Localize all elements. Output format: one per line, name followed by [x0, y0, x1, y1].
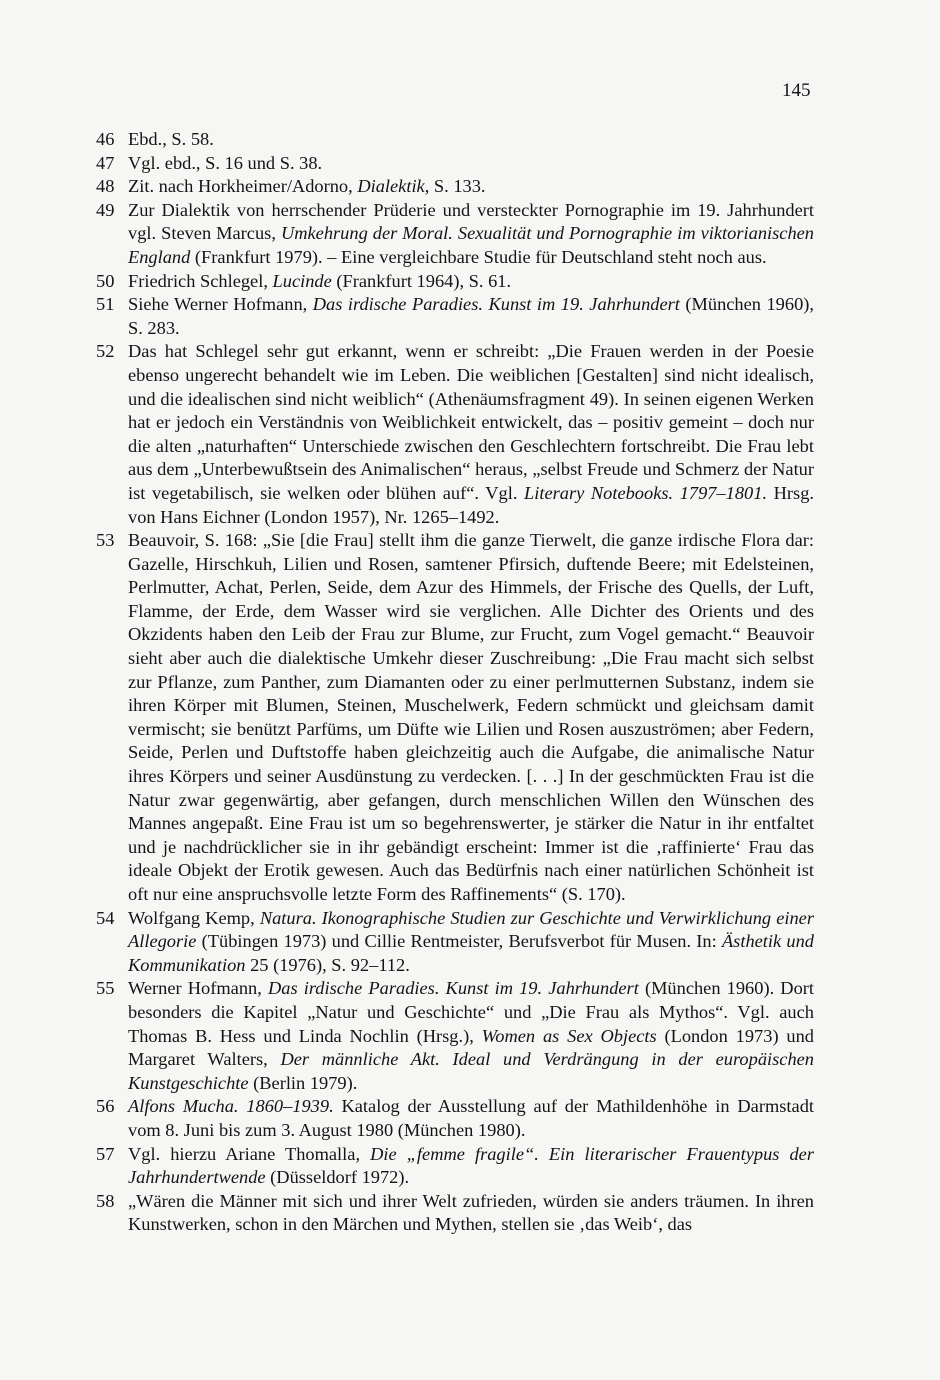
footnote-text-segment: Zur Dialektik von herrschender Prüderie und versteckter Pornographie im 19. Jahrhundert vgl. Steven Marcus, — [128, 199, 814, 244]
footnote-58 — [96, 1190, 814, 1237]
footnote-57 — [96, 1143, 814, 1190]
footnote-number: 57 — [96, 1143, 115, 1164]
footnote-text-segment: „Wären die Männer mit sich und ihrer Welt zufrieden, würden sie anders träumen. In ihren Kunstwerken, schon in den Märchen und Mythen, stellen sie ‚das Weib‘, das — [128, 1190, 814, 1235]
footnote-56 — [96, 1095, 814, 1142]
footnote-55 — [96, 977, 814, 1095]
footnote-text — [128, 1190, 814, 1237]
footnote-italic-title: Dialektik — [357, 176, 425, 197]
footnote-italic-title: Der männliche Akt. Ideal und Verdrängung in der europäischen Kunstgeschichte — [128, 1049, 814, 1093]
footnote-text-segment: (Tübingen 1973) und Cillie Rentmeister, Berufsverbot für Musen. In: — [196, 931, 722, 952]
footnote-text — [128, 1095, 814, 1142]
footnote-text-segment: Friedrich Schlegel, — [128, 270, 273, 291]
footnote-text — [128, 199, 814, 270]
footnote-number: 47 — [96, 152, 115, 173]
footnote-italic-title: Die „femme fragile“. Ein literarischer Frauentypus der Jahrhundertwende — [128, 1143, 814, 1188]
footnote-52 — [96, 340, 814, 529]
footnote-italic-title: Natura. Ikonographische Studien zur Geschichte und Verwirklichung einer Allegorie — [128, 907, 814, 952]
footnote-italic-title: Lucinde — [272, 270, 332, 291]
footnote-italic-title: Ästhetik und Kommunikation — [128, 931, 814, 975]
footnote-46 — [96, 128, 814, 152]
footnote-53 — [96, 529, 814, 907]
footnote-text-segment: (Frankfurt 1979). – Eine vergleichbare Studie für Deutschland steht noch aus. — [190, 246, 767, 267]
footnote-text — [128, 529, 814, 907]
footnote-italic-title: Umkehrung der Moral. Sexualität und Pornographie im viktorianischen England — [128, 223, 814, 267]
footnote-text-segment: (Düsseldorf 1972). — [265, 1167, 410, 1188]
footnote-48 — [96, 175, 814, 199]
footnote-number: 58 — [96, 1190, 115, 1211]
footnote-text-segment: (London 1973) und Margaret Walters, — [128, 1025, 814, 1070]
footnote-text-segment: (Frankfurt 1964), S. 61. — [331, 270, 512, 291]
footnote-text-segment: Vgl. hierzu Ariane Thomalla, — [128, 1143, 371, 1164]
footnote-text — [128, 977, 814, 1095]
footnote-text-segment: Hrsg. von Hans Eichner (London 1957), Nr. 1265–1492. — [128, 482, 814, 527]
footnotes-list — [96, 128, 814, 1237]
footnote-text — [128, 293, 814, 340]
footnote-text-segment: Beauvoir, S. 168: „Sie [die Frau] stellt ihm die ganze Tierwelt, die ganze irdische Flora dar: Gazelle, Hirschkuh, Lilien und Rosen, samtener Pfirsich, duftende Beere; mit Edelsteinen, Perlmutter, Achat, Perlen, Seide, dem Azur des Himmels, der Frische des Quells, der Luft, Flamme, der Erde, dem Wasser wird sie verglichen. Alle Dichter des Orients und des Okzidents haben den Leib der Frau zur Blume, zur Frucht, zum Vogel gemacht.“ Beauvoir sieht aber auch die dialektische Umkehr dieser Zuschreibung: „Die Frau macht sich selbst zur Pflanze, zum Panther, zum Diamanten oder zu einer perlmutternen Substanz, indem sie ihren Körper mit Blumen, Steinen, Muschelwerk, Federn schmückt und gleichsam damit vermischt; sie benützt Parfüms, um Düfte wie Lilien und Rosen auszuströmen; aber Federn, Seide, Perlen und Duftstoffe haben gleichzeitig auch die Aufgabe, die animalische Natur ihres Körpers und seiner Ausdünstung zu verdecken. [. . .] In der geschmückten Frau ist die Natur zwar gegenwärtig, aber gefangen, durch menschlichen Willen den Wünschen des Mannes angepaßt. Eine Frau ist um so begehrenswerter, je stärker die Natur in ihr entfaltet und je nachdrücklicher sie in ihr gebändigt erscheint: Immer ist die ‚raffinierte‘ Frau das ideale Objekt der Erotik gewesen. Auch das Bedürfnis nach einer natürlichen Schönheit ist oft nur eine anspruchsvolle letzte Form des Raffinements“ (S. 170). — [128, 530, 814, 904]
footnote-text-segment: (Berlin 1979). — [248, 1072, 358, 1093]
footnote-text-segment: (München 1960), S. 283. — [128, 294, 814, 338]
footnote-number: 54 — [96, 907, 115, 928]
footnote-text-segment: , S. 133. — [424, 176, 486, 197]
footnote-text-segment: Katalog der Ausstellung auf der Mathildenhöhe in Darmstadt vom 8. Juni bis zum 3. August 1980 (München 1980). — [128, 1096, 814, 1140]
footnote-text — [128, 128, 814, 152]
footnote-text-segment: Zit. nach Horkheimer/Adorno, — [128, 176, 358, 197]
footnote-text-segment: Werner Hofmann, — [128, 978, 268, 999]
footnote-italic-title: Alfons Mucha. 1860–1939. — [128, 1096, 334, 1117]
footnote-number: 49 — [96, 199, 115, 220]
footnote-italic-title: Women as Sex Objects — [481, 1025, 657, 1046]
footnote-54 — [96, 907, 814, 978]
footnote-number: 55 — [96, 978, 115, 999]
footnote-47 — [96, 152, 814, 176]
footnote-text — [128, 1143, 814, 1190]
footnote-text-segment: 25 (1976), S. 92–112. — [245, 954, 410, 975]
footnote-text-segment: Vgl. ebd., S. 16 und S. 38. — [128, 152, 323, 173]
footnote-number: 50 — [96, 270, 115, 291]
footnote-number: 48 — [96, 176, 115, 197]
footnote-italic-title: Das irdische Paradies. Kunst im 19. Jahrhundert — [312, 294, 680, 315]
footnote-text-segment: Das hat Schlegel sehr gut erkannt, wenn er schreibt: „Die Frauen werden in der Poesie ebenso ungerecht behandelt wie im Leben. Die weiblichen [Gestalten] sind nicht idealisch, und die idealischen sind nicht weiblich“ (Athenäumsfragment 49). In seinen eigenen Werken hat er jedoch ein Verständnis von Weiblichkeit entwickelt, das – positiv gemeint – doch nur die alten „naturhaften“ Unterschiede zwischen den Geschlechtern fortschreibt. Die Frau lebt aus dem „Unterbewußtsein des Animalischen“ heraus, „selbst Freude und Schmerz der Natur ist vegetabilisch, sie welken oder blühen auf“. Vgl. — [128, 341, 814, 503]
footnote-51 — [96, 293, 814, 340]
footnote-50 — [96, 270, 814, 294]
footnote-italic-title: Das irdische Paradies. Kunst im 19. Jahrhundert — [267, 978, 639, 999]
page-number: 145 — [782, 80, 811, 101]
footnote-text-segment: Siehe Werner Hofmann, — [128, 294, 313, 315]
footnote-number: 53 — [96, 530, 115, 551]
footnote-text — [128, 340, 814, 529]
footnote-text — [128, 907, 814, 978]
footnote-text-segment: Wolfgang Kemp, — [128, 907, 260, 928]
footnote-number: 56 — [96, 1096, 115, 1117]
footnote-text-segment: Ebd., S. 58. — [128, 129, 214, 149]
footnote-number: 51 — [96, 294, 115, 315]
footnote-text — [128, 152, 814, 176]
footnote-text — [128, 270, 814, 294]
footnote-number: 52 — [96, 341, 115, 362]
footnote-number: 46 — [96, 129, 115, 149]
footnote-italic-title: Literary Notebooks. 1797–1801. — [524, 482, 768, 503]
footnote-text — [128, 175, 814, 199]
footnote-49 — [96, 199, 814, 270]
footnote-text-segment: (München 1960). Dort besonders die Kapitel „Natur und Geschichte“ und „Die Frau als Mythos“. Vgl. auch Thomas B. Hess und Linda Nochlin (Hrsg.), — [128, 978, 815, 1046]
